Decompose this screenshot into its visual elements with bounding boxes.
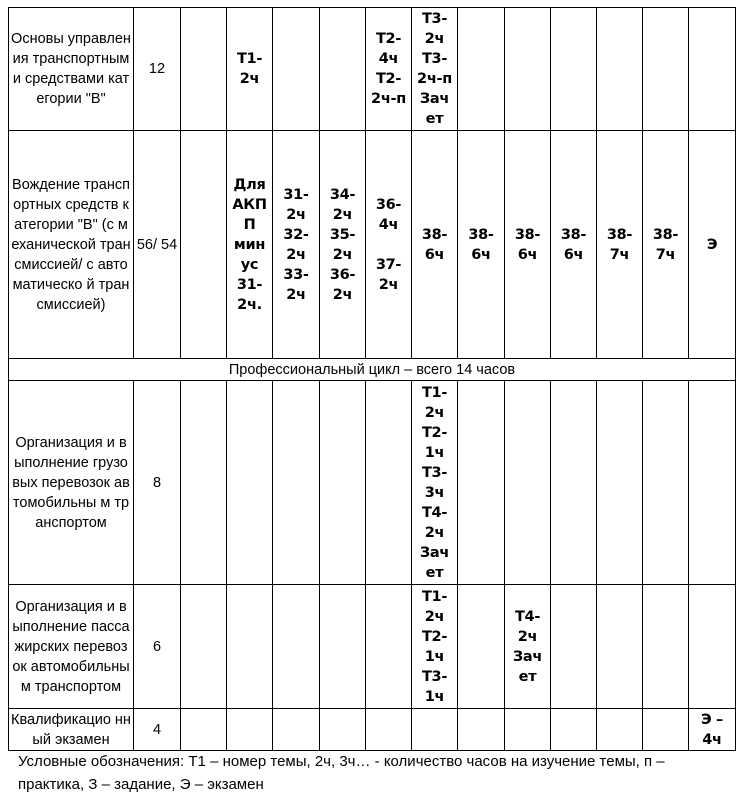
schedule-cell: Э – 4ч	[689, 709, 736, 751]
subject-name: Организация и выполнение грузовых перевозок автомобильны м транспортом	[9, 381, 134, 585]
schedule-cell	[551, 585, 597, 709]
schedule-cell	[366, 585, 412, 709]
schedule-cell	[181, 381, 227, 585]
schedule-cell: Т2- 4ч Т2- 2ч-п	[366, 8, 412, 131]
table-row	[9, 8, 736, 131]
schedule-cell	[643, 8, 689, 131]
table-row	[9, 131, 736, 359]
schedule-cell: 36- 4ч 37- 2ч	[366, 131, 412, 359]
total-hours: 12	[134, 8, 181, 131]
schedule-cell: 38- 7ч	[597, 131, 643, 359]
table-row	[9, 381, 736, 585]
schedule-cell	[551, 8, 597, 131]
schedule-cell: Т3- 2ч Т3- 2ч-п Зач ет	[412, 8, 458, 131]
total-hours: 4	[134, 709, 181, 751]
schedule-cell	[643, 709, 689, 751]
schedule-cell	[643, 381, 689, 585]
schedule-cell	[273, 8, 320, 131]
schedule-cell	[320, 8, 366, 131]
schedule-cell	[458, 8, 505, 131]
section-row	[9, 359, 736, 381]
table-row	[9, 709, 736, 751]
schedule-cell	[689, 585, 736, 709]
schedule-cell: 38- 6ч	[505, 131, 551, 359]
schedule-cell: 38- 6ч	[458, 131, 505, 359]
schedule-cell: 34- 2ч 35- 2ч 36- 2ч	[320, 131, 366, 359]
schedule-cell: 38- 6ч	[551, 131, 597, 359]
subject-name: Квалификацио нный экзамен	[9, 709, 134, 751]
schedule-cell: Э	[689, 131, 736, 359]
schedule-cell	[320, 381, 366, 585]
schedule-cell	[273, 585, 320, 709]
schedule-cell	[505, 709, 551, 751]
schedule-cell	[551, 381, 597, 585]
schedule-cell	[273, 381, 320, 585]
schedule-cell: Для АКП П мин ус 31- 2ч.	[227, 131, 273, 359]
schedule-cell	[227, 381, 273, 585]
table-row	[9, 585, 736, 709]
schedule-cell	[458, 585, 505, 709]
schedule-cell	[597, 8, 643, 131]
schedule-cell	[597, 381, 643, 585]
schedule-cell	[505, 8, 551, 131]
schedule-cell	[366, 381, 412, 585]
total-hours: 56/ 54	[134, 131, 181, 359]
subject-name: Вождение транспортных средств категории "В" (с механической трансмиссией/ с автоматическо й трансмиссией)	[9, 131, 134, 359]
schedule-cell	[320, 709, 366, 751]
schedule-cell	[412, 709, 458, 751]
schedule-cell	[689, 8, 736, 131]
schedule-cell: Т1- 2ч Т2- 1ч Т3- 3ч Т4- 2ч Зач ет	[412, 381, 458, 585]
schedule-cell	[458, 381, 505, 585]
schedule-cell	[366, 709, 412, 751]
schedule-cell: 31- 2ч 32- 2ч 33- 2ч	[273, 131, 320, 359]
schedule-cell	[689, 381, 736, 585]
total-hours: 8	[134, 381, 181, 585]
schedule-cell	[227, 709, 273, 751]
schedule-cell	[643, 585, 689, 709]
schedule-cell	[181, 8, 227, 131]
schedule-cell	[273, 709, 320, 751]
schedule-cell	[181, 709, 227, 751]
legend-text: Условные обозначения: Т1 – номер темы, 2ч, 3ч… - количество часов на изучение темы, п – практика, З – задание, Э – экзамен	[18, 753, 665, 793]
section-title: Профессиональный цикл – всего 14 часов	[9, 359, 736, 381]
subject-name: Организация и выполнение пассажирских перевозок автомобильны м транспортом	[9, 585, 134, 709]
schedule-cell: Т4- 2ч Зач ет	[505, 585, 551, 709]
schedule-cell: Т1- 2ч	[227, 8, 273, 131]
schedule-cell	[320, 585, 366, 709]
schedule-cell	[181, 585, 227, 709]
schedule-cell	[458, 709, 505, 751]
schedule-cell: Т1- 2ч Т2- 1ч Т3- 1ч	[412, 585, 458, 709]
schedule-table	[8, 7, 736, 751]
schedule-cell	[505, 381, 551, 585]
schedule-cell	[181, 131, 227, 359]
subject-name: Основы управления транспортным и средствами категории "В"	[9, 8, 134, 131]
schedule-cell: 38- 6ч	[412, 131, 458, 359]
schedule-cell	[597, 709, 643, 751]
schedule-cell	[227, 585, 273, 709]
total-hours: 6	[134, 585, 181, 709]
schedule-cell: 38- 7ч	[643, 131, 689, 359]
schedule-cell	[551, 709, 597, 751]
schedule-cell	[597, 585, 643, 709]
